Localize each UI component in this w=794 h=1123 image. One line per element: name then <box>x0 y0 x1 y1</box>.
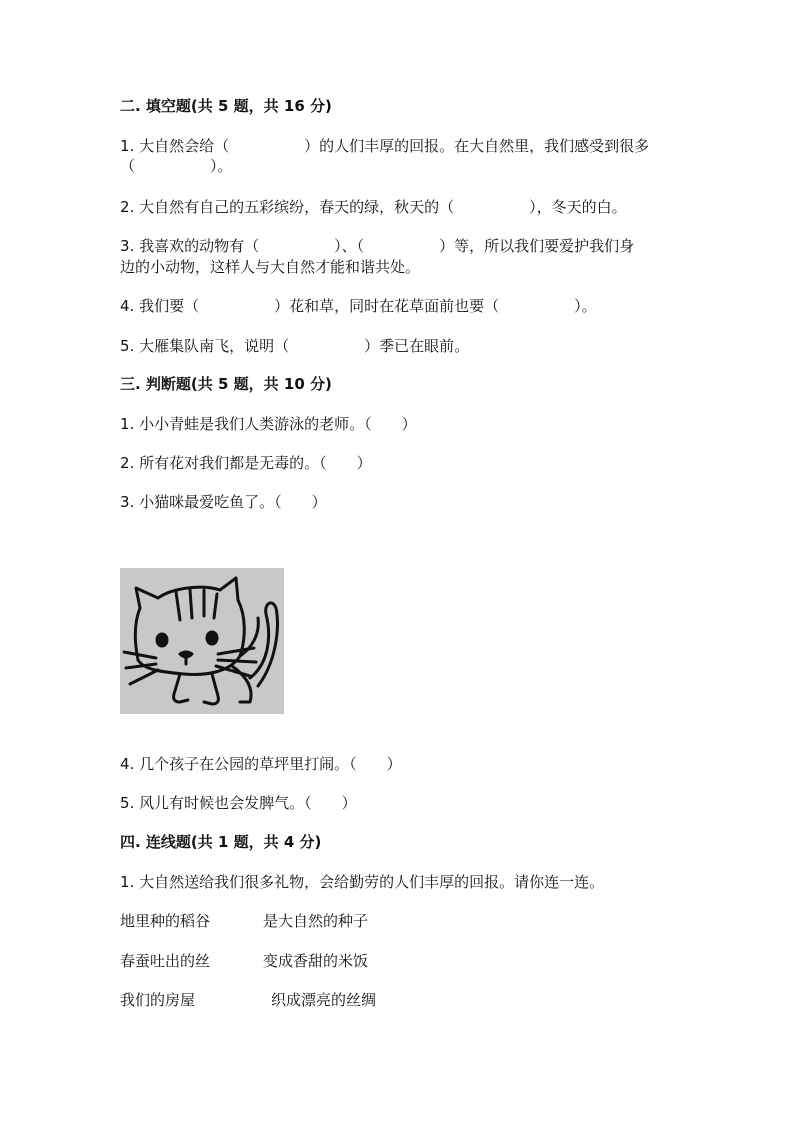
match-right-item: 是大自然的种子 <box>263 912 369 930</box>
fill-question-2: 2. 大自然有自己的五彩缤纷，春天的绿，秋天的（ ），冬天的白。 <box>120 198 627 216</box>
section-2-heading: 二. 填空题(共 5 题，共 16 分) <box>120 97 332 115</box>
section-4-heading: 四. 连线题(共 1 题，共 4 分) <box>120 833 322 851</box>
fill-question-4: 4. 我们要（ ）花和草，同时在花草面前也要（ ）。 <box>120 297 597 315</box>
section-3-heading: 三. 判断题(共 5 题，共 10 分) <box>120 375 332 393</box>
fill-question-3-line-2: 边的小动物，这样人与大自然才能和谐共处。 <box>120 258 421 276</box>
judge-question-2: 2. 所有花对我们都是无毒的。（ ） <box>120 454 372 472</box>
match-left-item: 我们的房屋 <box>120 991 196 1009</box>
fill-question-1-line-1: 1. 大自然会给（ ）的人们丰厚的回报。在大自然里，我们感受到很多 <box>120 137 650 155</box>
match-right-item: 变成香甜的米饭 <box>263 952 369 970</box>
cat-drawing-icon <box>120 568 284 714</box>
judge-question-1: 1. 小小青蛙是我们人类游泳的老师。（ ） <box>120 415 417 433</box>
fill-question-3-line-1: 3. 我喜欢的动物有（ ）、（ ）等，所以我们要爱护我们身 <box>120 237 635 255</box>
match-right-item: 织成漂亮的丝绸 <box>271 991 377 1009</box>
judge-question-3: 3. 小猫咪最爱吃鱼了。（ ） <box>120 493 327 511</box>
matching-question-1: 1. 大自然送给我们很多礼物，会给勤劳的人们丰厚的回报。请你连一连。 <box>120 873 605 891</box>
match-left-item: 春蚕吐出的丝 <box>120 952 211 970</box>
match-left-item: 地里种的稻谷 <box>120 912 211 930</box>
judge-question-4: 4. 几个孩子在公园的草坪里打闹。（ ） <box>120 755 402 773</box>
fill-question-5: 5. 大雁集队南飞，说明（ ）季已在眼前。 <box>120 337 470 355</box>
fill-question-1-line-2: （ ）。 <box>120 157 233 175</box>
judge-question-5: 5. 风儿有时候也会发脾气。（ ） <box>120 794 357 812</box>
